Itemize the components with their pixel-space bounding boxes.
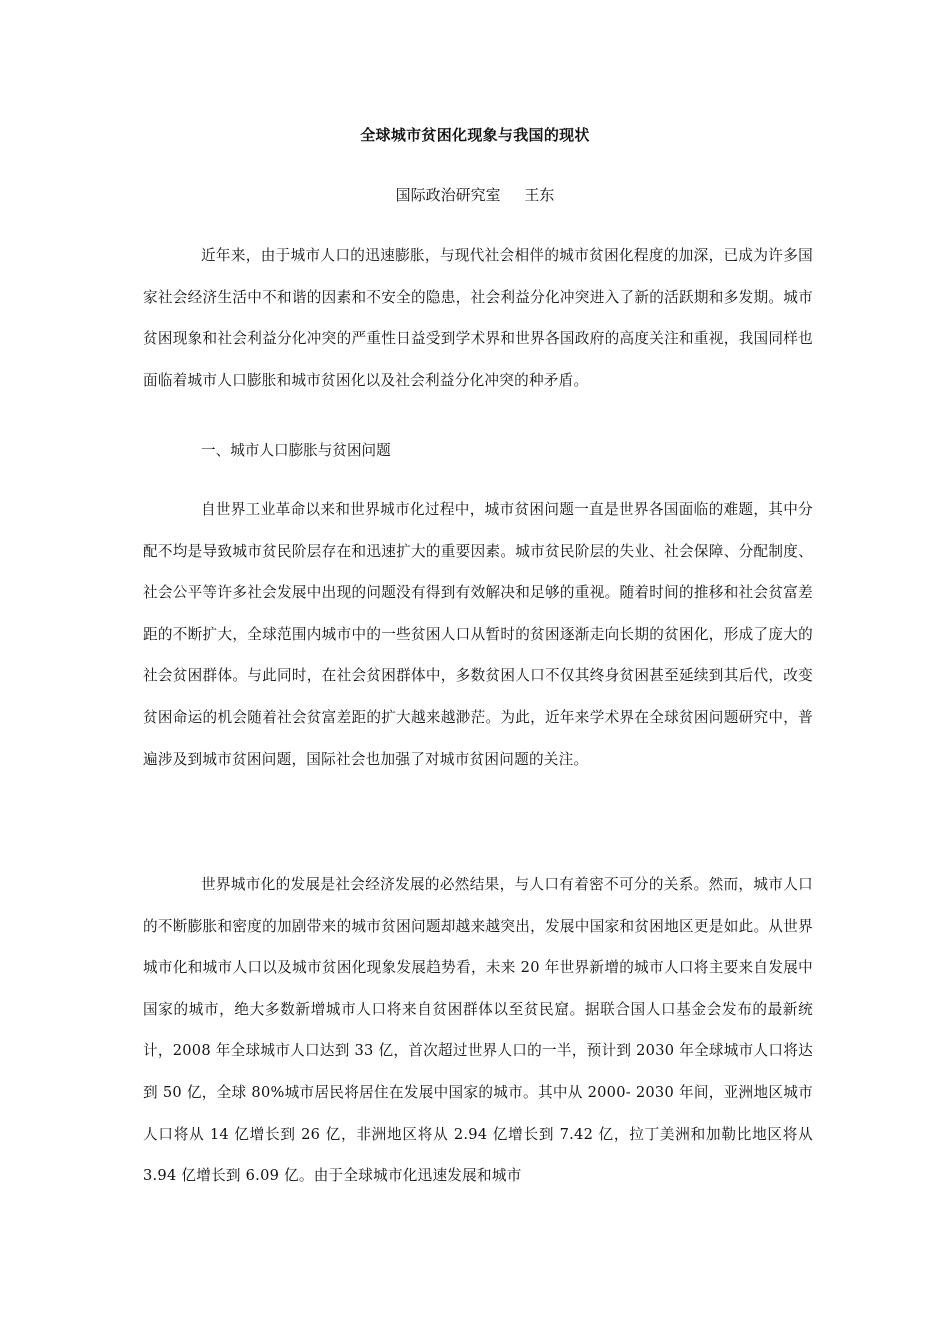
intro-paragraph: 近年来，由于城市人口的迅速膨胀，与现代社会相伴的城市贫困化程度的加深，已成为许多国家社会经济生活中不和谐的因素和不安全的隐患，社会利益分化冲突进入了新的活跃期和多发期。城市贫困现象和社会利益分化冲突的严重性日益受到学术界和世界各国政府的高度关注和重视，我国同样也面临着城市人口膨胀和城市贫困化以及社会利益分化冲突的种矛盾。: [143, 247, 813, 389]
body-paragraph-2: 世界城市化的发展是社会经济发展的必然结果，与人口有着密不可分的关系。然而，城市人口的不断膨胀和密度的加剧带来的城市贫困问题却越来越突出，发展中国家和贫困地区更是如此。从世界城市化和城市人口以及城市贫困化现象发展趋势看，未来 20 年世界新增的城市人口将主要来自发展中国家的城市，绝大多数新增城市人口将来自贫困群体以至贫民窟。据联合国人口基金会发布的最新统计，2008 年全球城市人口达到 33 亿，首次超过世界人口的一半，预计到 2030 年全球城市人口将达到 50 亿，全球 80%城市居民将居住在发展中国家的城市。其中从 2000- 2030 年间，亚洲地区城市人口将从 14 亿增长到 26 亿，非洲地区将从 2.94 亿增长到 7.42 亿，拉丁美洲和加勒比地区将从 3.94 亿增长到 6.09 亿。由于全球城市化迅速发展和城市: [143, 876, 813, 1185]
document-title: 全球城市贫困化现象与我国的现状: [360, 126, 590, 144]
author-byline: 国际政治研究室 王东: [395, 186, 555, 204]
body-paragraph-1: 自世界工业革命以来和世界城市化过程中，城市贫困问题一直是世界各国面临的难题，其中分配不均是导致城市贫民阶层存在和迅速扩大的重要因素。城市贫民阶层的失业、社会保障、分配制度、社会公平等许多社会发展中出现的问题没有得到有效解决和足够的重视。随着时间的推移和社会贫富差距的不断扩大，全球范围内城市中的一些贫困人口从暂时的贫困逐渐走向长期的贫困化，形成了庞大的社会贫困群体。与此同时，在社会贫困群体中，多数贫困人口不仅其终身贫困甚至延续到其后代，改变贫困命运的机会随着社会贫富差距的扩大越来越渺茫。为此，近年来学术界在全球贫困问题研究中，普遍涉及到城市贫困问题，国际社会也加强了对城市贫困问题的关注。: [143, 501, 813, 768]
section-heading: 一、城市人口膨胀与贫困问题: [201, 442, 391, 459]
